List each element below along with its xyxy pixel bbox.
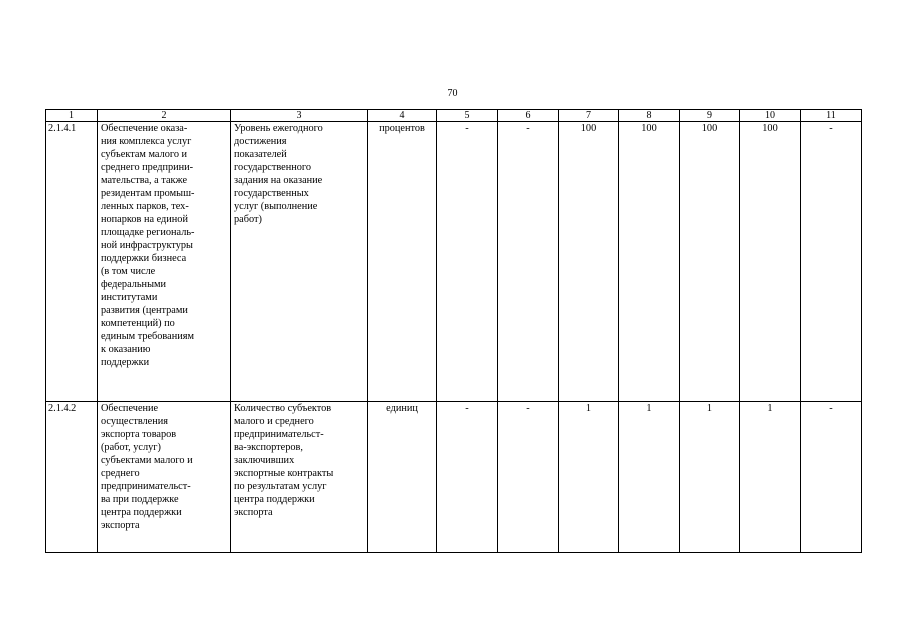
column-header: 7: [559, 110, 619, 122]
column-header: 6: [498, 110, 559, 122]
page-number: 70: [447, 88, 458, 99]
column-header: 8: [619, 110, 680, 122]
row-code: 2.1.4.2: [46, 402, 98, 553]
column-header: 2: [98, 110, 231, 122]
value-cell-6: -: [498, 402, 559, 553]
value-cell-5: -: [437, 402, 498, 553]
column-header: 4: [368, 110, 437, 122]
value-cell-11: -: [801, 122, 862, 402]
value-cell-8: 1: [619, 402, 680, 553]
indicator-cell: Количество субъектов малого и среднего предпринимательст- ва-экспортеров, заключивших экспортные контракты по результатам услуг центра поддержки экспорта: [231, 402, 368, 553]
value-cell-10: 100: [740, 122, 801, 402]
column-header: 10: [740, 110, 801, 122]
activity-cell: Обеспечение оказа- ния комплекса услуг субъектам малого и среднего предприни- мательства, а также резидентам промыш- ленных парков, тех- нопарков на единой площадке региональ- ной инфраструктуры поддержки бизнеса (в том числе федеральными институтами развития (центрами компетенций) по единым требованиям к оказанию поддержки: [98, 122, 231, 402]
indicator-cell: Уровень ежегодного достижения показателей государственного задания на оказание государственных услуг (выполнение работ): [231, 122, 368, 402]
value-cell-7: 1: [559, 402, 619, 553]
column-header: 1: [46, 110, 98, 122]
column-header: 3: [231, 110, 368, 122]
column-header: 5: [437, 110, 498, 122]
column-header: 9: [680, 110, 740, 122]
value-cell-8: 100: [619, 122, 680, 402]
table-row: [46, 402, 862, 553]
table-header-row: [46, 110, 862, 122]
table-row: [46, 122, 862, 402]
column-header: 11: [801, 110, 862, 122]
value-cell-7: 100: [559, 122, 619, 402]
value-cell-5: -: [437, 122, 498, 402]
activity-cell: Обеспечение осуществления экспорта товаров (работ, услуг) субъектами малого и среднего предпринимательст- ва при поддержке центра поддержки экспорта: [98, 402, 231, 553]
value-cell-9: 1: [680, 402, 740, 553]
row-code: 2.1.4.1: [46, 122, 98, 402]
value-cell-9: 100: [680, 122, 740, 402]
value-cell-10: 1: [740, 402, 801, 553]
unit-cell: единиц: [368, 402, 437, 553]
indicators-table: [45, 109, 862, 553]
value-cell-6: -: [498, 122, 559, 402]
value-cell-11: -: [801, 402, 862, 553]
unit-cell: процентов: [368, 122, 437, 402]
